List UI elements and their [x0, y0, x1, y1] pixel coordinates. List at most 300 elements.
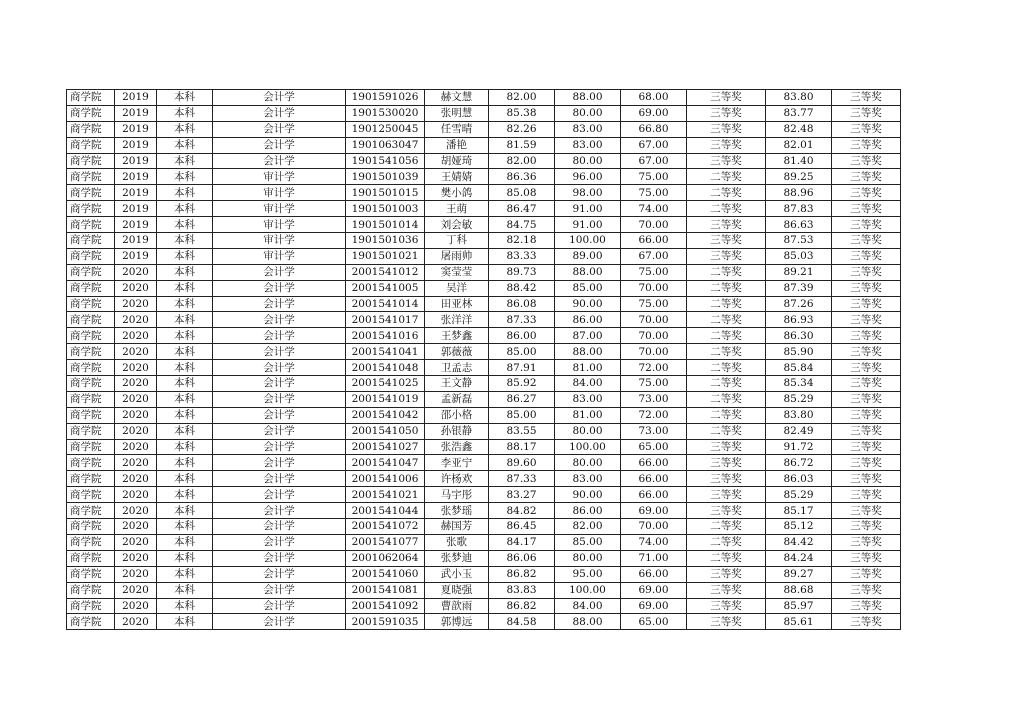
year-cell: 2019	[115, 105, 157, 121]
score-c-cell: 66.00	[621, 487, 687, 503]
level-cell: 本科	[157, 391, 213, 407]
award-a-cell: 三等奖	[687, 439, 766, 455]
score-a-cell: 85.00	[489, 344, 555, 360]
score-b-cell: 81.00	[555, 360, 621, 376]
score-c-cell: 65.00	[621, 614, 687, 630]
score-c-cell: 69.00	[621, 598, 687, 614]
student-name-cell: 王萌	[425, 201, 489, 217]
score-c-cell: 70.00	[621, 312, 687, 328]
student-id-cell: 2001541019	[346, 391, 425, 407]
level-cell: 本科	[157, 201, 213, 217]
table-row	[67, 360, 901, 376]
award-a-cell: 三等奖	[687, 153, 766, 169]
total-score-cell: 86.30	[766, 328, 832, 344]
level-cell: 本科	[157, 614, 213, 630]
score-c-cell: 69.00	[621, 503, 687, 519]
level-cell: 本科	[157, 105, 213, 121]
award-b-cell: 三等奖	[832, 105, 901, 121]
award-b-cell: 三等奖	[832, 121, 901, 137]
major-cell: 会计学	[213, 105, 346, 121]
score-a-cell: 82.18	[489, 233, 555, 249]
table-row	[67, 264, 901, 280]
score-c-cell: 67.00	[621, 153, 687, 169]
table-row	[67, 137, 901, 153]
total-score-cell: 82.48	[766, 121, 832, 137]
student-id-cell: 2001541050	[346, 423, 425, 439]
student-name-cell: 孟新磊	[425, 391, 489, 407]
score-b-cell: 80.00	[555, 423, 621, 439]
level-cell: 本科	[157, 439, 213, 455]
college-cell: 商学院	[67, 105, 115, 121]
score-b-cell: 86.00	[555, 312, 621, 328]
table-row	[67, 566, 901, 582]
table-row	[67, 296, 901, 312]
major-cell: 会计学	[213, 519, 346, 535]
college-cell: 商学院	[67, 487, 115, 503]
student-name-cell: 夏晓强	[425, 582, 489, 598]
award-b-cell: 三等奖	[832, 391, 901, 407]
award-a-cell: 二等奖	[687, 185, 766, 201]
score-b-cell: 80.00	[555, 550, 621, 566]
total-score-cell: 86.72	[766, 455, 832, 471]
award-a-cell: 二等奖	[687, 519, 766, 535]
award-b-cell: 三等奖	[832, 217, 901, 233]
year-cell: 2019	[115, 137, 157, 153]
award-b-cell: 三等奖	[832, 248, 901, 264]
major-cell: 会计学	[213, 264, 346, 280]
score-b-cell: 89.00	[555, 248, 621, 264]
total-score-cell: 87.53	[766, 233, 832, 249]
major-cell: 会计学	[213, 121, 346, 137]
college-cell: 商学院	[67, 598, 115, 614]
total-score-cell: 85.29	[766, 391, 832, 407]
college-cell: 商学院	[67, 296, 115, 312]
level-cell: 本科	[157, 519, 213, 535]
year-cell: 2020	[115, 328, 157, 344]
student-id-cell: 2001541092	[346, 598, 425, 614]
year-cell: 2020	[115, 471, 157, 487]
level-cell: 本科	[157, 407, 213, 423]
major-cell: 会计学	[213, 344, 346, 360]
total-score-cell: 84.24	[766, 550, 832, 566]
year-cell: 2019	[115, 248, 157, 264]
total-score-cell: 87.83	[766, 201, 832, 217]
student-id-cell: 2001541027	[346, 439, 425, 455]
student-name-cell: 王文静	[425, 376, 489, 392]
table-row	[67, 233, 901, 249]
year-cell: 2020	[115, 391, 157, 407]
score-c-cell: 66.00	[621, 233, 687, 249]
table-row	[67, 153, 901, 169]
score-a-cell: 83.27	[489, 487, 555, 503]
table-row	[67, 598, 901, 614]
year-cell: 2020	[115, 598, 157, 614]
major-cell: 审计学	[213, 169, 346, 185]
year-cell: 2020	[115, 503, 157, 519]
award-a-cell: 二等奖	[687, 264, 766, 280]
total-score-cell: 85.90	[766, 344, 832, 360]
total-score-cell: 86.63	[766, 217, 832, 233]
college-cell: 商学院	[67, 280, 115, 296]
college-cell: 商学院	[67, 137, 115, 153]
award-a-cell: 二等奖	[687, 312, 766, 328]
score-b-cell: 91.00	[555, 201, 621, 217]
student-id-cell: 1901501039	[346, 169, 425, 185]
year-cell: 2019	[115, 233, 157, 249]
college-cell: 商学院	[67, 328, 115, 344]
score-c-cell: 66.00	[621, 471, 687, 487]
total-score-cell: 85.34	[766, 376, 832, 392]
student-id-cell: 1901501003	[346, 201, 425, 217]
student-id-cell: 2001541048	[346, 360, 425, 376]
student-id-cell: 2001541012	[346, 264, 425, 280]
table-row	[67, 217, 901, 233]
total-score-cell: 83.80	[766, 90, 832, 106]
table-row	[67, 280, 901, 296]
award-a-cell: 三等奖	[687, 614, 766, 630]
total-score-cell: 85.29	[766, 487, 832, 503]
award-a-cell: 二等奖	[687, 328, 766, 344]
level-cell: 本科	[157, 360, 213, 376]
table-row	[67, 519, 901, 535]
student-name-cell: 张梦瑶	[425, 503, 489, 519]
major-cell: 会计学	[213, 153, 346, 169]
college-cell: 商学院	[67, 233, 115, 249]
score-b-cell: 90.00	[555, 487, 621, 503]
year-cell: 2020	[115, 550, 157, 566]
table-row	[67, 90, 901, 106]
major-cell: 会计学	[213, 423, 346, 439]
total-score-cell: 88.96	[766, 185, 832, 201]
student-name-cell: 张明慧	[425, 105, 489, 121]
score-c-cell: 70.00	[621, 344, 687, 360]
score-c-cell: 74.00	[621, 534, 687, 550]
student-id-cell: 2001541021	[346, 487, 425, 503]
major-cell: 会计学	[213, 360, 346, 376]
year-cell: 2020	[115, 344, 157, 360]
student-name-cell: 郭博远	[425, 614, 489, 630]
table-row	[67, 487, 901, 503]
college-cell: 商学院	[67, 582, 115, 598]
student-name-cell: 赫国芳	[425, 519, 489, 535]
award-b-cell: 三等奖	[832, 503, 901, 519]
score-a-cell: 87.33	[489, 312, 555, 328]
student-id-cell: 2001541077	[346, 534, 425, 550]
award-b-cell: 三等奖	[832, 550, 901, 566]
score-c-cell: 66.80	[621, 121, 687, 137]
score-c-cell: 71.00	[621, 550, 687, 566]
table-row	[67, 248, 901, 264]
score-a-cell: 88.17	[489, 439, 555, 455]
award-a-cell: 二等奖	[687, 280, 766, 296]
college-cell: 商学院	[67, 121, 115, 137]
award-b-cell: 三等奖	[832, 137, 901, 153]
student-name-cell: 樊小鸽	[425, 185, 489, 201]
level-cell: 本科	[157, 376, 213, 392]
score-c-cell: 66.00	[621, 455, 687, 471]
award-a-cell: 三等奖	[687, 217, 766, 233]
level-cell: 本科	[157, 455, 213, 471]
score-b-cell: 84.00	[555, 376, 621, 392]
major-cell: 审计学	[213, 233, 346, 249]
award-a-cell: 二等奖	[687, 407, 766, 423]
award-a-cell: 三等奖	[687, 137, 766, 153]
award-b-cell: 三等奖	[832, 280, 901, 296]
major-cell: 审计学	[213, 217, 346, 233]
student-id-cell: 1901501014	[346, 217, 425, 233]
table-row	[67, 185, 901, 201]
student-name-cell: 屠雨帅	[425, 248, 489, 264]
level-cell: 本科	[157, 487, 213, 503]
student-name-cell: 郭薇薇	[425, 344, 489, 360]
table-row	[67, 121, 901, 137]
score-c-cell: 67.00	[621, 248, 687, 264]
award-a-cell: 三等奖	[687, 233, 766, 249]
student-name-cell: 胡娅琦	[425, 153, 489, 169]
award-a-cell: 二等奖	[687, 423, 766, 439]
major-cell: 会计学	[213, 614, 346, 630]
total-score-cell: 83.80	[766, 407, 832, 423]
score-a-cell: 85.00	[489, 407, 555, 423]
student-name-cell: 张歌	[425, 534, 489, 550]
score-a-cell: 85.92	[489, 376, 555, 392]
college-cell: 商学院	[67, 391, 115, 407]
college-cell: 商学院	[67, 566, 115, 582]
score-a-cell: 81.59	[489, 137, 555, 153]
student-name-cell: 曹歆雨	[425, 598, 489, 614]
total-score-cell: 85.03	[766, 248, 832, 264]
score-a-cell: 86.00	[489, 328, 555, 344]
table-row	[67, 169, 901, 185]
score-a-cell: 84.58	[489, 614, 555, 630]
table-row	[67, 376, 901, 392]
college-cell: 商学院	[67, 169, 115, 185]
score-a-cell: 86.27	[489, 391, 555, 407]
year-cell: 2020	[115, 439, 157, 455]
level-cell: 本科	[157, 248, 213, 264]
college-cell: 商学院	[67, 90, 115, 106]
level-cell: 本科	[157, 582, 213, 598]
level-cell: 本科	[157, 423, 213, 439]
student-name-cell: 张梦迪	[425, 550, 489, 566]
student-id-cell: 1901063047	[346, 137, 425, 153]
table-row	[67, 550, 901, 566]
student-name-cell: 潘艳	[425, 137, 489, 153]
award-a-cell: 二等奖	[687, 376, 766, 392]
major-cell: 会计学	[213, 280, 346, 296]
college-cell: 商学院	[67, 360, 115, 376]
score-a-cell: 82.26	[489, 121, 555, 137]
year-cell: 2020	[115, 264, 157, 280]
major-cell: 会计学	[213, 296, 346, 312]
student-name-cell: 任雪晴	[425, 121, 489, 137]
total-score-cell: 91.72	[766, 439, 832, 455]
total-score-cell: 89.21	[766, 264, 832, 280]
score-c-cell: 66.00	[621, 566, 687, 582]
score-c-cell: 70.00	[621, 280, 687, 296]
award-a-cell: 二等奖	[687, 360, 766, 376]
total-score-cell: 84.42	[766, 534, 832, 550]
student-name-cell: 刘会敏	[425, 217, 489, 233]
college-cell: 商学院	[67, 407, 115, 423]
student-name-cell: 田亚林	[425, 296, 489, 312]
award-a-cell: 二等奖	[687, 344, 766, 360]
award-b-cell: 三等奖	[832, 582, 901, 598]
table-row	[67, 471, 901, 487]
major-cell: 审计学	[213, 185, 346, 201]
college-cell: 商学院	[67, 614, 115, 630]
major-cell: 会计学	[213, 439, 346, 455]
award-b-cell: 三等奖	[832, 487, 901, 503]
score-a-cell: 86.06	[489, 550, 555, 566]
college-cell: 商学院	[67, 550, 115, 566]
award-b-cell: 三等奖	[832, 407, 901, 423]
score-c-cell: 75.00	[621, 169, 687, 185]
year-cell: 2020	[115, 455, 157, 471]
student-name-cell: 邵小格	[425, 407, 489, 423]
level-cell: 本科	[157, 344, 213, 360]
total-score-cell: 89.27	[766, 566, 832, 582]
score-a-cell: 83.83	[489, 582, 555, 598]
total-score-cell: 85.12	[766, 519, 832, 535]
student-id-cell: 1901501021	[346, 248, 425, 264]
score-c-cell: 75.00	[621, 185, 687, 201]
award-b-cell: 三等奖	[832, 296, 901, 312]
student-name-cell: 窦莹莹	[425, 264, 489, 280]
score-a-cell: 84.75	[489, 217, 555, 233]
score-b-cell: 100.00	[555, 233, 621, 249]
total-score-cell: 85.97	[766, 598, 832, 614]
score-b-cell: 88.00	[555, 344, 621, 360]
major-cell: 会计学	[213, 566, 346, 582]
table-row	[67, 391, 901, 407]
student-id-cell: 2001541016	[346, 328, 425, 344]
score-c-cell: 70.00	[621, 519, 687, 535]
student-name-cell: 卫孟志	[425, 360, 489, 376]
award-a-cell: 二等奖	[687, 296, 766, 312]
college-cell: 商学院	[67, 344, 115, 360]
score-c-cell: 72.00	[621, 360, 687, 376]
major-cell: 会计学	[213, 328, 346, 344]
student-id-cell: 1901501015	[346, 185, 425, 201]
table-row	[67, 407, 901, 423]
score-b-cell: 98.00	[555, 185, 621, 201]
student-id-cell: 2001541072	[346, 519, 425, 535]
level-cell: 本科	[157, 471, 213, 487]
award-a-cell: 三等奖	[687, 455, 766, 471]
student-id-cell: 1901250045	[346, 121, 425, 137]
year-cell: 2020	[115, 614, 157, 630]
score-a-cell: 86.47	[489, 201, 555, 217]
score-c-cell: 73.00	[621, 391, 687, 407]
student-id-cell: 2001541006	[346, 471, 425, 487]
level-cell: 本科	[157, 264, 213, 280]
student-name-cell: 张浩鑫	[425, 439, 489, 455]
award-b-cell: 三等奖	[832, 534, 901, 550]
award-a-cell: 三等奖	[687, 503, 766, 519]
score-c-cell: 65.00	[621, 439, 687, 455]
level-cell: 本科	[157, 566, 213, 582]
award-b-cell: 三等奖	[832, 566, 901, 582]
level-cell: 本科	[157, 534, 213, 550]
year-cell: 2020	[115, 534, 157, 550]
award-b-cell: 三等奖	[832, 90, 901, 106]
award-a-cell: 三等奖	[687, 121, 766, 137]
student-id-cell: 2001541042	[346, 407, 425, 423]
college-cell: 商学院	[67, 423, 115, 439]
student-id-cell: 1901501036	[346, 233, 425, 249]
student-id-cell: 2001541025	[346, 376, 425, 392]
score-a-cell: 83.55	[489, 423, 555, 439]
major-cell: 会计学	[213, 137, 346, 153]
year-cell: 2019	[115, 217, 157, 233]
student-id-cell: 1901530020	[346, 105, 425, 121]
student-name-cell: 武小玉	[425, 566, 489, 582]
year-cell: 2020	[115, 407, 157, 423]
score-a-cell: 85.08	[489, 185, 555, 201]
score-b-cell: 96.00	[555, 169, 621, 185]
level-cell: 本科	[157, 328, 213, 344]
year-cell: 2019	[115, 169, 157, 185]
total-score-cell: 87.26	[766, 296, 832, 312]
score-b-cell: 83.00	[555, 391, 621, 407]
table-row	[67, 105, 901, 121]
score-c-cell: 74.00	[621, 201, 687, 217]
college-cell: 商学院	[67, 185, 115, 201]
level-cell: 本科	[157, 296, 213, 312]
table-row	[67, 455, 901, 471]
score-a-cell: 84.82	[489, 503, 555, 519]
score-b-cell: 81.00	[555, 407, 621, 423]
score-b-cell: 85.00	[555, 280, 621, 296]
year-cell: 2019	[115, 185, 157, 201]
year-cell: 2019	[115, 201, 157, 217]
score-a-cell: 87.33	[489, 471, 555, 487]
score-b-cell: 91.00	[555, 217, 621, 233]
score-a-cell: 88.42	[489, 280, 555, 296]
college-cell: 商学院	[67, 376, 115, 392]
total-score-cell: 88.68	[766, 582, 832, 598]
score-b-cell: 88.00	[555, 614, 621, 630]
score-c-cell: 75.00	[621, 264, 687, 280]
award-a-cell: 三等奖	[687, 105, 766, 121]
score-c-cell: 67.00	[621, 137, 687, 153]
year-cell: 2020	[115, 280, 157, 296]
student-name-cell: 许杨欢	[425, 471, 489, 487]
student-id-cell: 2001541081	[346, 582, 425, 598]
score-a-cell: 82.00	[489, 90, 555, 106]
major-cell: 会计学	[213, 598, 346, 614]
total-score-cell: 81.40	[766, 153, 832, 169]
college-cell: 商学院	[67, 264, 115, 280]
year-cell: 2020	[115, 423, 157, 439]
major-cell: 审计学	[213, 201, 346, 217]
student-id-cell: 2001062064	[346, 550, 425, 566]
award-a-cell: 二等奖	[687, 201, 766, 217]
college-cell: 商学院	[67, 248, 115, 264]
major-cell: 会计学	[213, 90, 346, 106]
award-a-cell: 三等奖	[687, 248, 766, 264]
score-a-cell: 89.60	[489, 455, 555, 471]
award-b-cell: 三等奖	[832, 169, 901, 185]
score-a-cell: 83.33	[489, 248, 555, 264]
student-id-cell: 1901591026	[346, 90, 425, 106]
college-cell: 商学院	[67, 471, 115, 487]
score-b-cell: 84.00	[555, 598, 621, 614]
table-row	[67, 344, 901, 360]
score-c-cell: 75.00	[621, 376, 687, 392]
major-cell: 会计学	[213, 503, 346, 519]
